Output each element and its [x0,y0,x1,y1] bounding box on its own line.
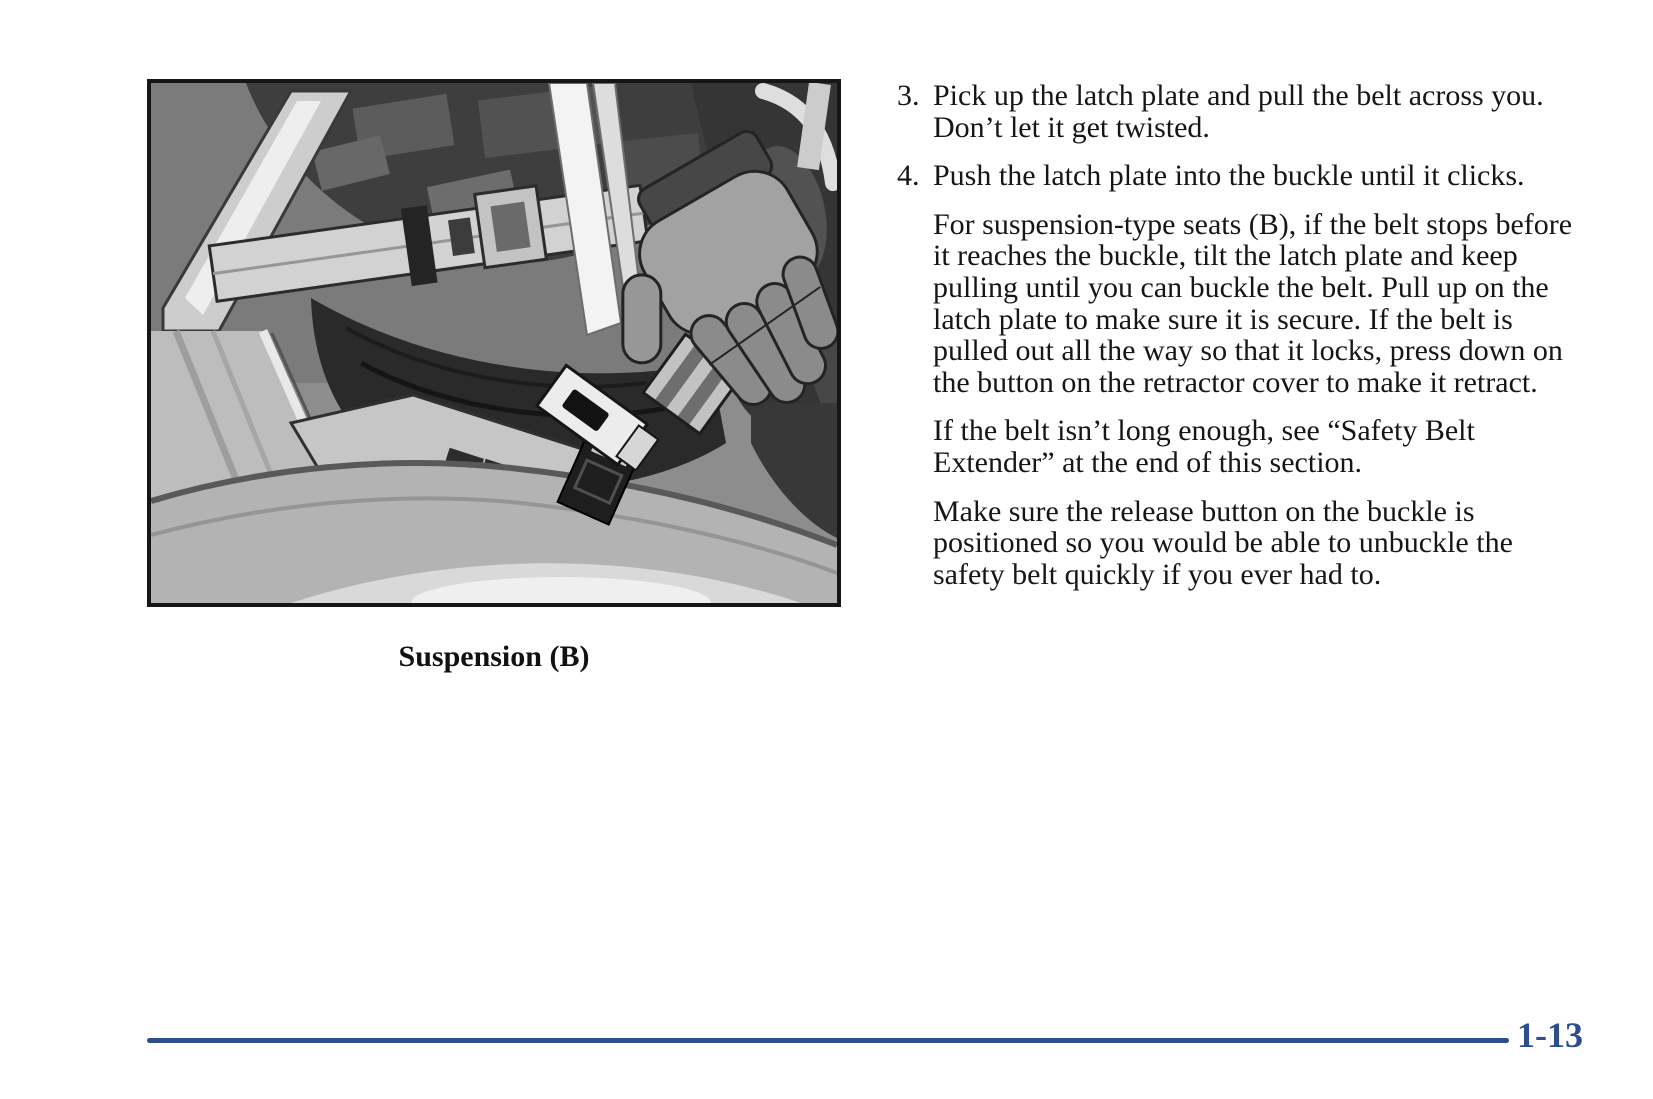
figure-caption: Suspension (B) [398,640,590,673]
text-line: positioned so you would be able to unbuckle the [933,526,1513,560]
instruction-paragraph [933,209,1597,399]
step-text [933,80,1544,143]
instruction-step [897,160,1597,192]
text-line: Pick up the latch plate and pull the belt across you. [933,79,1544,112]
page-number: 1-13 [1517,1015,1583,1055]
instructions-column [897,80,1597,607]
text-line: pulled out all the way so that it locks, press down on [933,334,1563,368]
text-line: it reaches the buckle, tilt the latch plate and keep [933,239,1518,273]
text-line: Make sure the release button on the buckle is [933,494,1475,528]
text-line: Don’t let it get twisted. [933,110,1210,144]
paragraphs [897,209,1597,591]
text-line: Extender” at the end of this section. [933,445,1363,479]
text-line: safety belt quickly if you ever had to. [933,557,1382,591]
instruction-step [897,80,1597,143]
instruction-paragraph [933,415,1597,478]
step-number: 4. [897,159,920,193]
steps [897,80,1597,192]
text-line: Push the latch plate into the buckle until it clicks. [933,159,1525,193]
text-line: the button on the retractor cover to make it retract. [933,365,1538,399]
text-line: If the belt isn’t long enough, see “Safety Belt [933,414,1475,448]
text-line: latch plate to make sure it is secure. If the belt is [933,302,1513,336]
text-line: For suspension-type seats (B), if the belt stops before [933,207,1573,241]
seatbelt-illustration [147,79,841,607]
text-line: pulling until you can buckle the belt. Pull up on the [933,270,1549,304]
footer-rule [147,1038,1509,1043]
seatbelt-illustration-drawing [151,83,837,603]
step-number: 3. [897,79,920,112]
step-text [933,160,1525,192]
instruction-paragraph [933,496,1597,591]
